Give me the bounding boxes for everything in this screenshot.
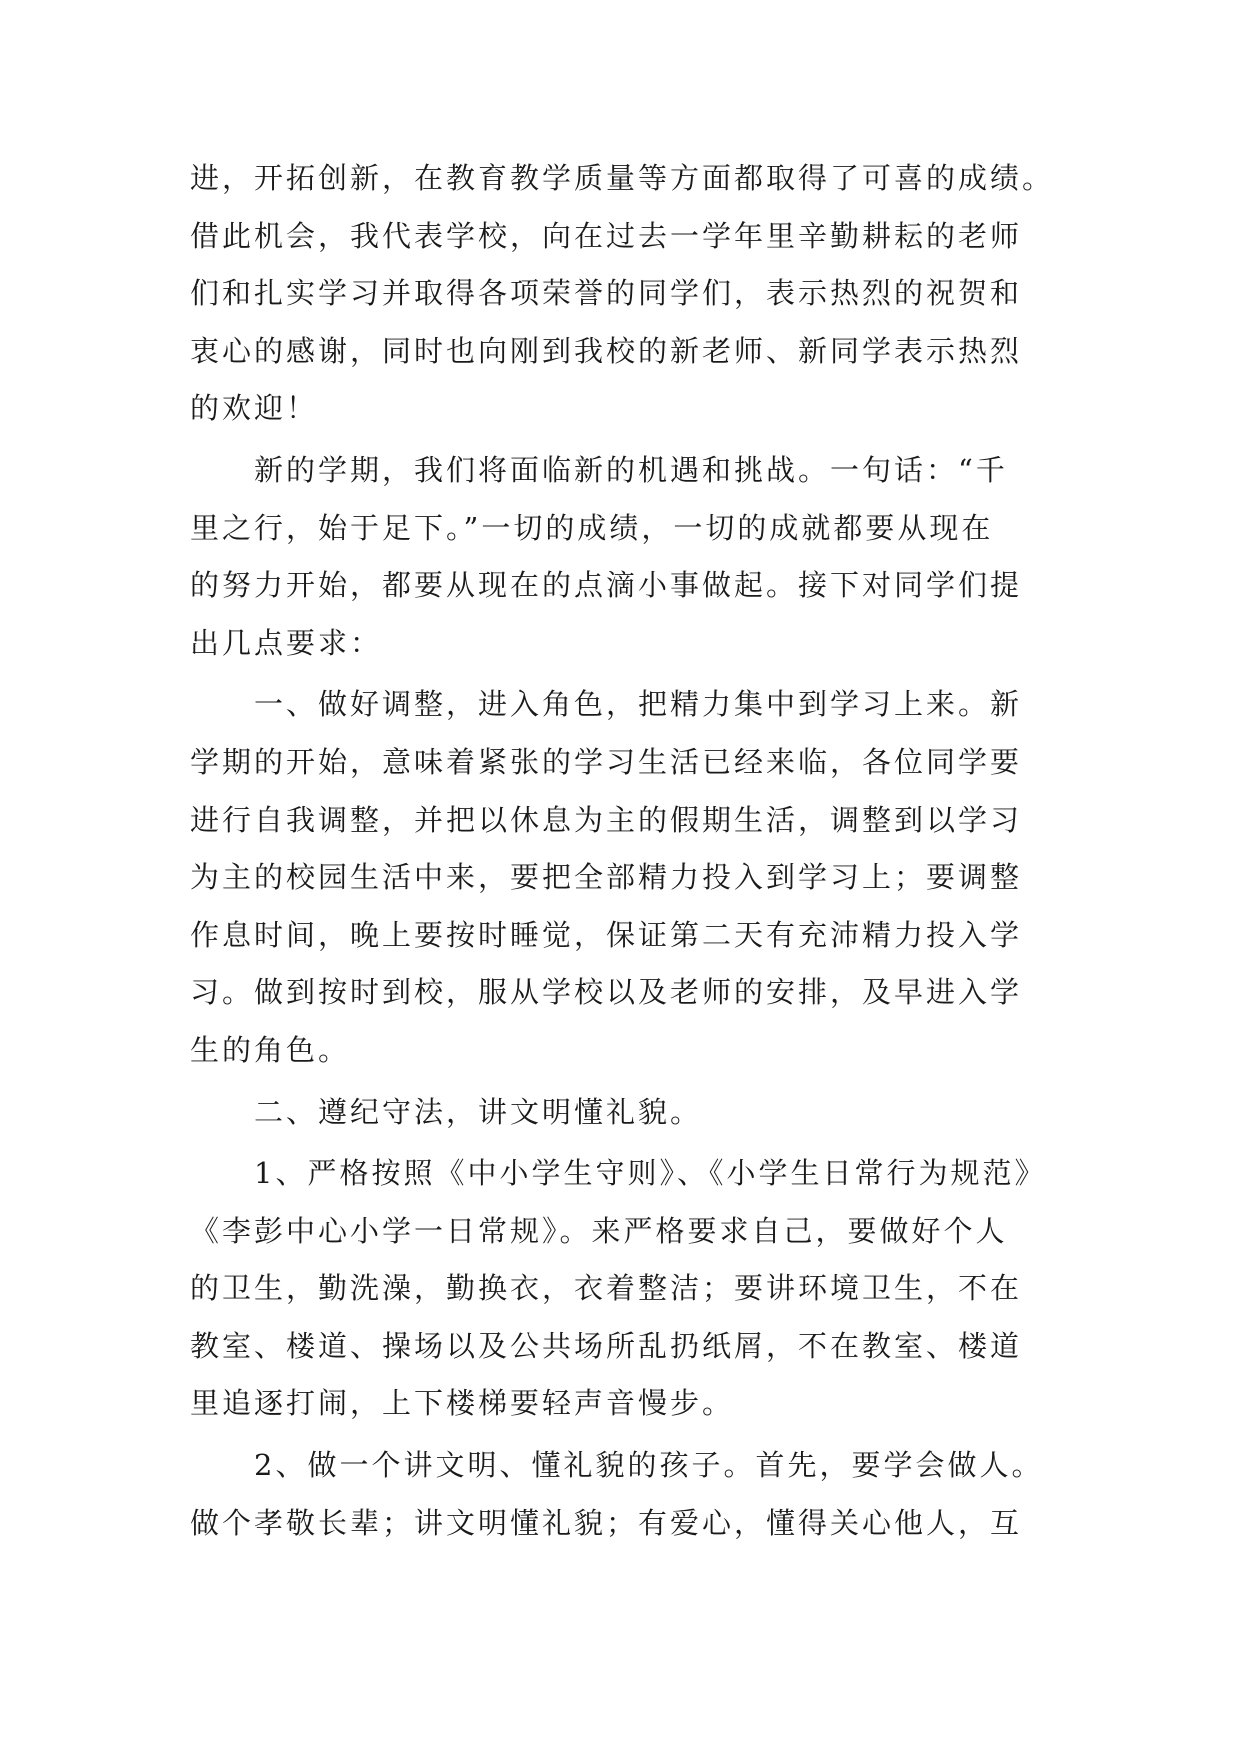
text-line: 二、遵纪守法，讲文明懂礼貌。 [254, 1094, 703, 1129]
text-line: 借此机会，我代表学校，向在过去一学年里辛勤耕耘的老师 [190, 218, 1023, 253]
text-line: 为主的校园生活中来，要把全部精力投入到学习上；要调整 [190, 860, 1023, 895]
text-line: 里之行，始于足下。”一切的成绩，一切的成就都要从现在 [190, 510, 994, 545]
text-line: 进，开拓创新，在教育教学质量等方面都取得了可喜的成绩。 [190, 161, 1055, 195]
text-line: 们和扎实学习并取得各项荣誉的同学们，表示热烈的祝贺和 [190, 276, 1023, 311]
text-line: 的欢迎！ [190, 391, 319, 426]
text-line: 学期的开始，意味着紧张的学习生活已经来临，各位同学要 [190, 744, 1023, 779]
text-line: 里追逐打闹，上下楼梯要轻声音慢步。 [190, 1386, 735, 1421]
document-body [190, 150, 1090, 1552]
text-line: 教室、楼道、操场以及公共场所乱扔纸屑，不在教室、楼道 [190, 1328, 1023, 1363]
text-line: 的卫生，勤洗澡，勤换衣，衣着整洁；要讲环境卫生，不在 [190, 1271, 1023, 1306]
text-line: 《李彭中心小学一日常规》。来严格要求自己，要做好个人 [190, 1213, 1008, 1248]
text-line: 的努力开始，都要从现在的点滴小事做起。接下对同学们提 [190, 568, 1023, 603]
text-line: 生的角色。 [190, 1032, 351, 1067]
text-line: 习。做到按时到校，服从学校以及老师的安排，及早进入学 [190, 975, 1023, 1010]
text-line: 新的学期，我们将面临新的机遇和挑战。一句话：“千 [254, 452, 1008, 487]
text-line: 1、严格按照《中小学生守则》、《小学生日常行为规范》 [254, 1156, 1047, 1191]
text-line: 衷心的感谢，同时也向刚到我校的新老师、新同学表示热烈 [190, 333, 1023, 368]
text-line: 2、做一个讲文明、懂礼貌的孩子。首先，要学会做人。 [254, 1448, 1044, 1483]
text-line: 作息时间，晚上要按时睡觉，保证第二天有充沛精力投入学 [190, 917, 1023, 952]
text-line: 出几点要求： [190, 625, 383, 660]
text-line: 一、做好调整，进入角色，把精力集中到学习上来。新 [254, 687, 1023, 722]
text-line: 进行自我调整，并把以休息为主的假期生活，调整到以学习 [190, 802, 1023, 837]
text-line: 做个孝敬长辈；讲文明懂礼貌；有爱心，懂得关心他人，互 [190, 1505, 1023, 1540]
